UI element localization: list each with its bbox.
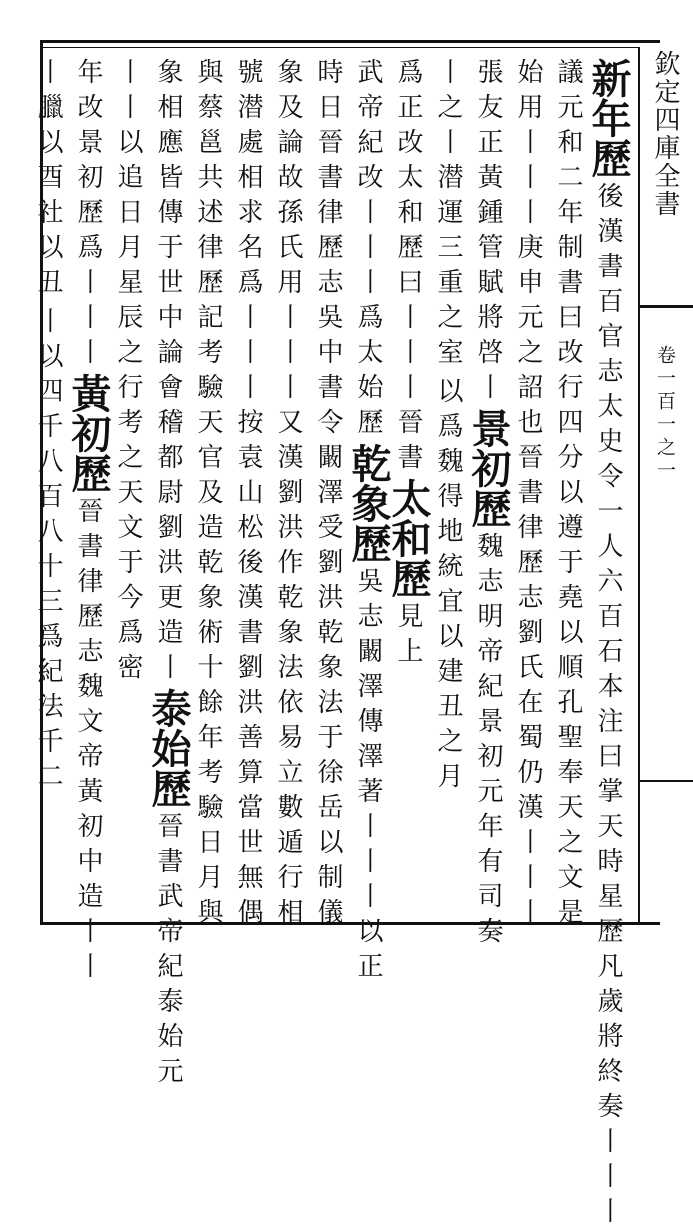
column-text: 後漢書百官志太史令一人六百石本注曰掌天時星歷凡歲將終奏丨丨丨 <box>593 182 623 1232</box>
text-column <box>186 58 230 933</box>
column-text: 始用丨丨丨庚申元之詔也晉書律歷志劉氏在蜀仍漢丨丨丨 <box>513 58 543 933</box>
column-text: 丨臘以酉社以丑 <box>33 58 63 303</box>
entry-heading: 黃初歷 <box>65 373 112 493</box>
column-text: 張友正黃鍾管賦將啓丨 <box>473 58 503 408</box>
column-text: 吳志闞澤傳澤著丨丨丨以正 <box>353 567 383 987</box>
entry-heading: 新年歷 <box>585 58 632 178</box>
column-text: 魏志明帝紀景初元年有司奏 <box>473 532 503 952</box>
text-column <box>266 58 310 933</box>
text-column <box>506 58 550 933</box>
entry-heading: 乾象歷 <box>345 443 392 563</box>
chapter-label: 卷一百一之一 <box>654 345 676 483</box>
column-text: 見上 <box>393 602 423 672</box>
column-text: 武帝紀改丨丨丨爲太始歷 <box>353 58 383 443</box>
text-column <box>426 58 470 918</box>
column-text: 象相應皆傳于世中論會稽都尉劉洪更造丨 <box>153 58 183 688</box>
text-column <box>65 58 112 987</box>
frame-top-border-inner <box>40 47 640 48</box>
margin-fishtail-bottom <box>640 780 693 782</box>
text-column <box>546 58 590 933</box>
margin-fishtail-top <box>640 305 693 308</box>
column-text: 晉書武帝紀泰始元 <box>153 812 183 1092</box>
column-text: 晉書律歷志魏文帝黃初中造丨丨 <box>73 497 103 987</box>
column-text: 象及論故孫氏用丨丨丨又漢劉洪作乾象法依易立數遁行相 <box>273 58 303 933</box>
text-column <box>33 58 70 918</box>
text-column <box>106 58 150 918</box>
entry-heading: 景初歷 <box>465 408 512 528</box>
column-text: 時日晉書律歷志吳中書令闞澤受劉洪乾象法于徐岳以制儀 <box>313 58 343 933</box>
column-text: 年改景初歷爲丨丨丨 <box>73 58 103 373</box>
column-text: 以爲魏得地統宜以建丑之月 <box>433 377 463 797</box>
text-column <box>145 58 192 1092</box>
column-text: 與蔡邕共述律歷記考驗天官及造乾象術十餘年考驗日月與 <box>193 58 223 933</box>
column-text: 丨以四千八百八十三爲紀法千二 <box>33 307 63 797</box>
text-column <box>226 58 270 933</box>
frame-top-border <box>40 40 660 43</box>
entry-heading: 太和歷 <box>385 478 432 598</box>
text-column <box>386 58 430 918</box>
book-title: 欽定四庫全書 <box>650 50 680 218</box>
column-text: 丨之丨潜運三重之室 <box>433 58 463 373</box>
column-text: 議元和二年制書曰改行四分以遵于堯以順孔聖奉天之文是 <box>553 58 583 933</box>
text-column <box>306 58 350 933</box>
text-column <box>585 58 632 1232</box>
column-text: 號潜處相求名爲丨丨丨按袁山松後漢書劉洪善算當世無偶 <box>233 58 263 933</box>
text-column <box>345 58 392 987</box>
column-text: 爲正改太和歷曰丨丨丨晉書 <box>393 58 423 478</box>
text-column <box>465 58 512 952</box>
entry-heading: 泰始歷 <box>145 688 192 808</box>
column-text: 丨丨以追日月星辰之行考之天文于今爲密 <box>113 58 143 688</box>
